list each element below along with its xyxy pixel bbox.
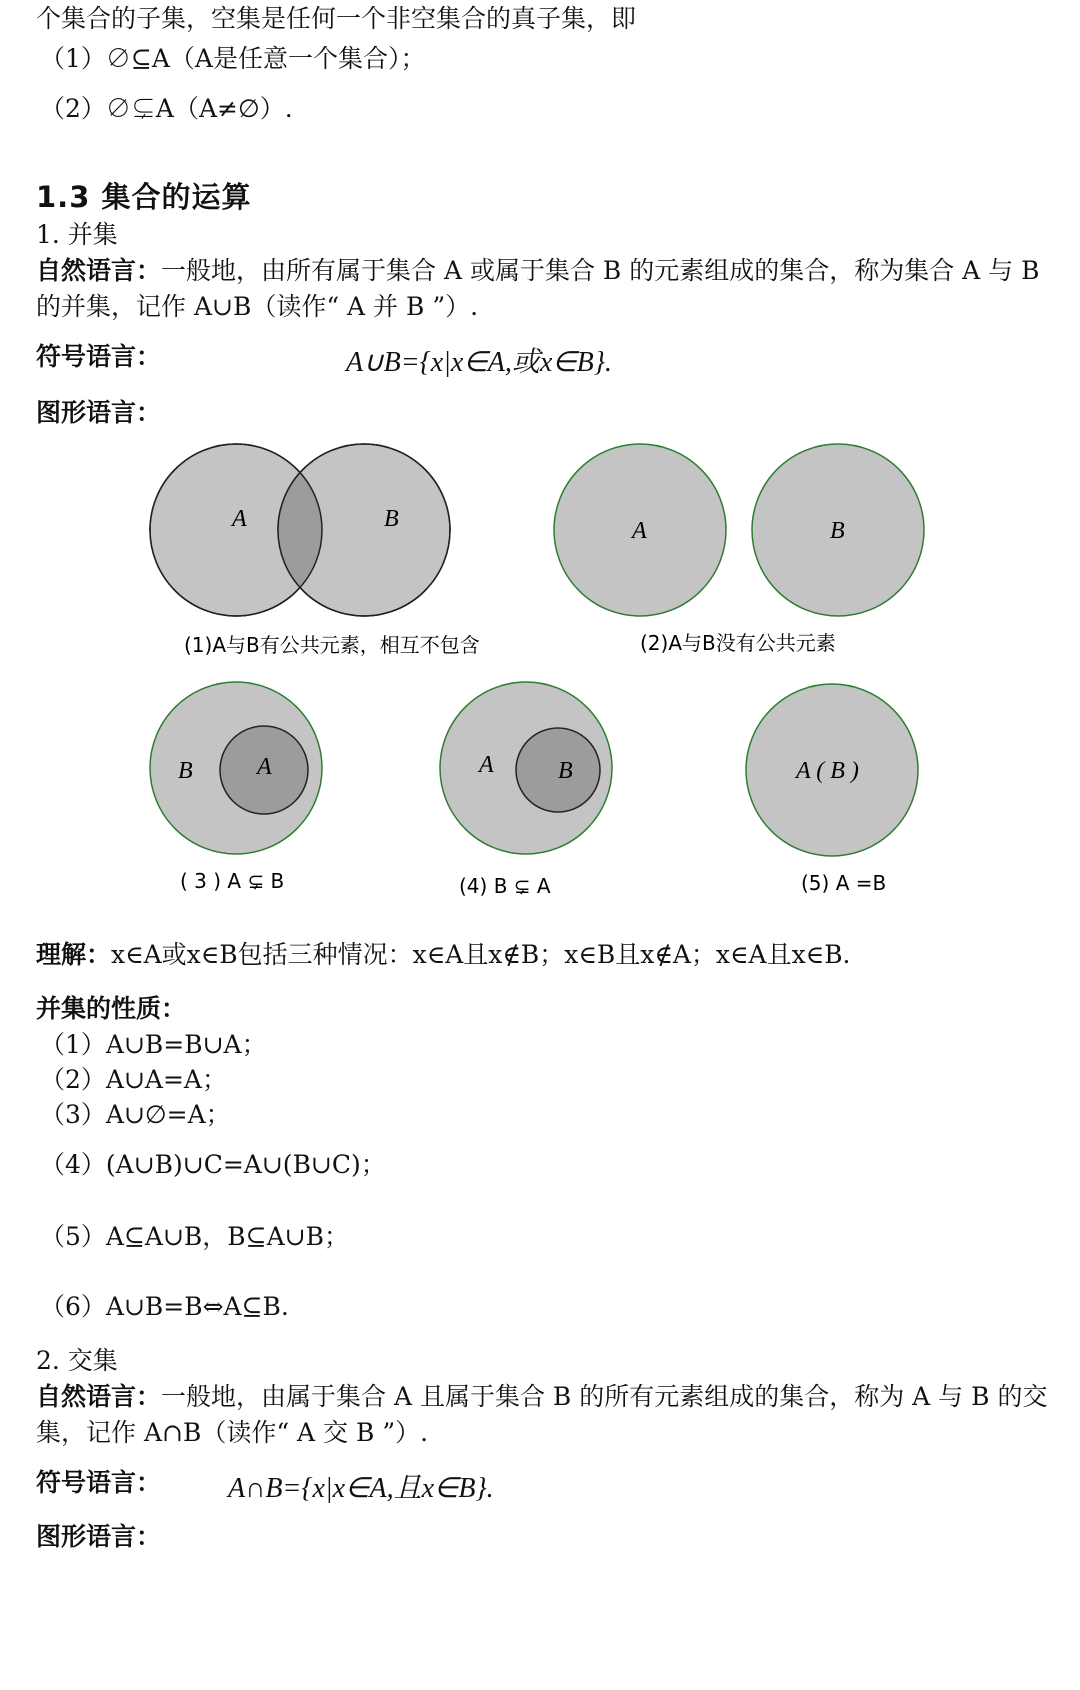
venn3-label-b: B xyxy=(178,758,193,784)
union-property-5: （5）A⊆A∪B，B⊆A∪B； xyxy=(40,1222,349,1251)
venn-a-equals-b xyxy=(746,684,918,895)
venn1-label-a: A xyxy=(232,506,247,532)
venn-overlapping xyxy=(150,444,480,657)
venn3-label-a: A xyxy=(257,754,272,780)
venn3-caption: ( 3 ) A ⊊ B xyxy=(180,869,285,893)
venn2-label-a: A xyxy=(632,518,647,544)
union-symbol-label: 符号语言： xyxy=(36,342,162,371)
intersection-graphic-label: 图形语言： xyxy=(36,1522,162,1551)
natural-language-label: 自然语言： xyxy=(36,256,162,285)
intro-line: 个集合的子集，空集是任何一个非空集合的真子集，即 xyxy=(36,4,637,33)
venn4-caption: (4) B ⊊ A xyxy=(459,874,551,898)
intersection-symbol-label: 符号语言： xyxy=(36,1468,162,1497)
intersection-natural-text-1: 一般地，由属于集合 A 且属于集合 B 的所有元素组成的集合，称为 A 与 B 的交 xyxy=(161,1382,1048,1411)
venn1-caption: (1)A与B有公共元素，相互不包含 xyxy=(184,633,480,657)
union-graphic-label: 图形语言： xyxy=(36,398,162,427)
intersection-natural-label: 自然语言： xyxy=(36,1382,162,1411)
venn-b-subset-a xyxy=(440,682,612,898)
union-property-6: （6）A∪B=B⇔A⊆B. xyxy=(40,1292,289,1321)
section-title: 1.3 集合的运算 xyxy=(36,180,252,214)
venn5-caption: (5) A =B xyxy=(801,871,887,895)
venn4-label-a: A xyxy=(479,752,494,778)
union-property-1: （1）A∪B=B∪A； xyxy=(40,1030,267,1059)
understand-label: 理解： xyxy=(36,940,112,969)
venn2-label-b: B xyxy=(830,518,845,544)
intersection-heading: 2. 交集 xyxy=(36,1346,118,1375)
empty-set-property-1: （1）∅⊆A（A是任意一个集合）； xyxy=(40,44,426,73)
venn5-label: A ( B ) xyxy=(796,758,859,784)
intersection-natural-line-1 xyxy=(36,1380,1047,1414)
union-venn-diagrams xyxy=(0,440,1080,910)
union-natural-line-2: 的并集，记作 A∪B（读作“ A 并 B ”）. xyxy=(36,292,479,321)
union-natural-line-1 xyxy=(36,254,1040,288)
venn4-label-b: B xyxy=(558,758,573,784)
union-property-2: （2）A∪A=A； xyxy=(40,1065,227,1094)
union-properties-title: 并集的性质： xyxy=(36,994,187,1023)
union-property-4: （4）(A∪B)∪C=A∪(B∪C)； xyxy=(40,1150,386,1179)
understand-text: x∈A或x∈B包括三种情况：x∈A且x∉B；x∈B且x∉A；x∈A且x∈B. xyxy=(111,940,851,969)
union-property-3: （3）A∪∅=A； xyxy=(40,1100,231,1129)
union-symbol-formula: A∪B={x|x∈A,或x∈B}. xyxy=(346,347,612,378)
intersection-symbol-formula: A∩B={x|x∈A,且x∈B}. xyxy=(228,1473,494,1504)
intersection-natural-line-2: 集，记作 A∩B（读作“ A 交 B ”）. xyxy=(36,1418,429,1447)
understand-line xyxy=(36,938,851,972)
venn-a-subset-b xyxy=(150,682,322,893)
venn2-caption: (2)A与B没有公共元素 xyxy=(640,631,836,655)
venn-disjoint xyxy=(554,444,924,655)
union-heading: 1. 并集 xyxy=(36,220,118,249)
union-natural-text-1: 一般地，由所有属于集合 A 或属于集合 B 的元素组成的集合，称为集合 A 与 B xyxy=(161,256,1040,285)
empty-set-property-2: （2）∅⊊A（A≠∅）. xyxy=(40,94,293,123)
venn1-label-b: B xyxy=(384,506,399,532)
